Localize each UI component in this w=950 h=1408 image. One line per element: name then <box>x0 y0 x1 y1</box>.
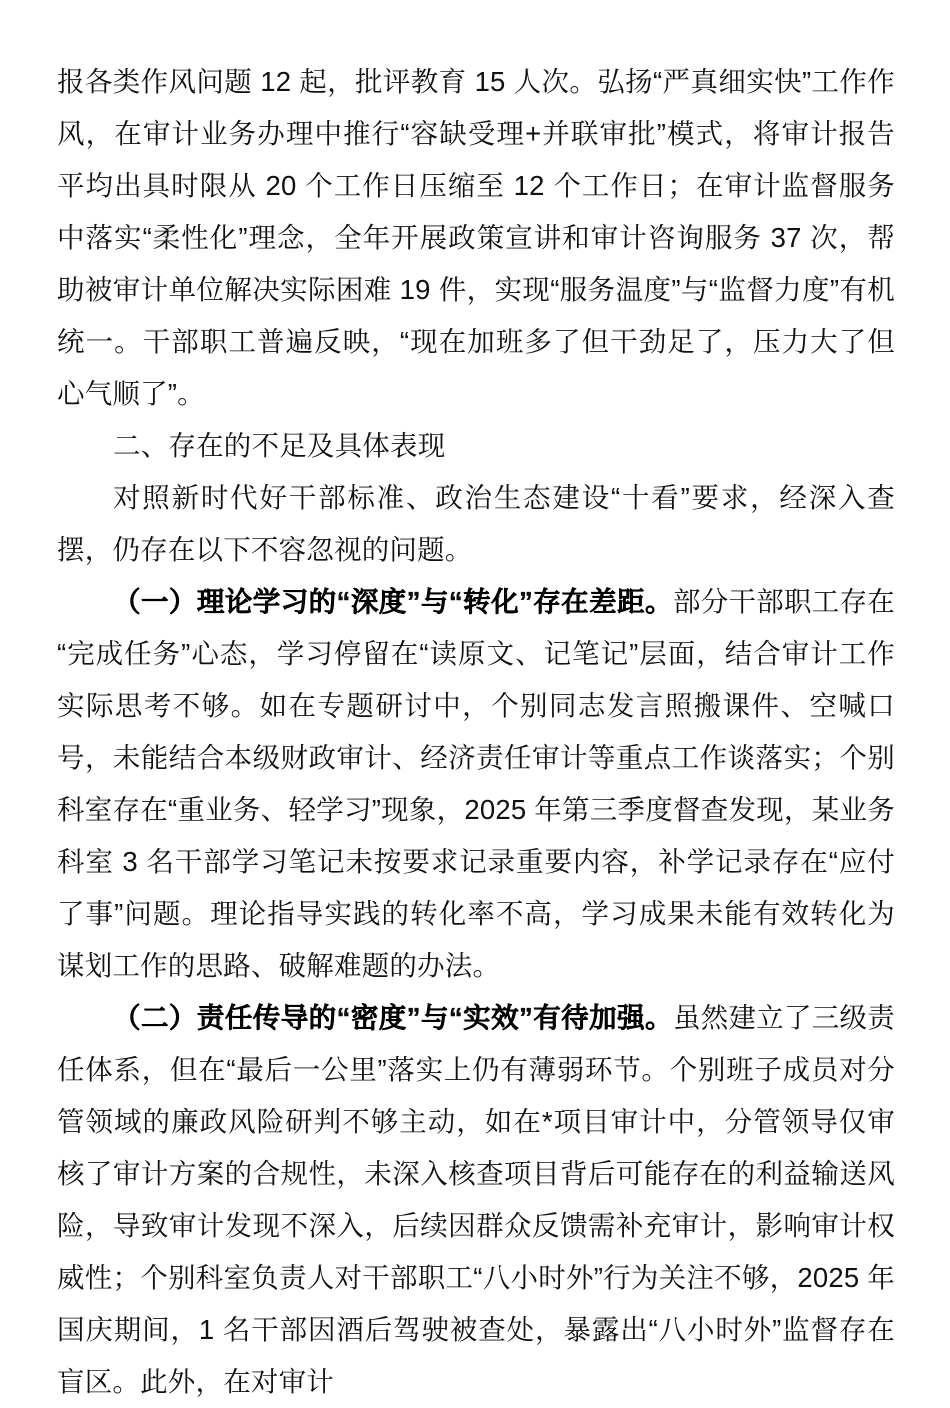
subsection-two-heading: （二）责任传导的“密度”与“实效”有待加强。 <box>113 1002 673 1033</box>
section-heading-two: 二、存在的不足及具体表现 <box>113 430 446 461</box>
paragraph-subsection-one <box>57 576 895 992</box>
subsection-two-text: 虽然建立了三级责任体系，但在“最后一公里”落实上仍有薄弱环节。个别班子成员对分管领域的廉政风险研判不够主动，如在*项目审计中，分管领导仅审核了审计方案的合规性，未深入核查项目背后可能存在的利益输送风险，导致审计发现不深入，后续因群众反馈需补充审计，影响审计权威性；个别科室负责人对干部职工“八小时外”行为关注不够，2025 年国庆期间，1 名干部因酒后驾驶被查处，暴露出“八小时外”监督存在盲区。此外，在对审计 <box>57 1002 895 1397</box>
subsection-one-heading: （一）理论学习的“深度”与“转化”存在差距。 <box>113 586 673 617</box>
document-body <box>57 56 895 1408</box>
paragraph-continuation: 报各类作风问题 12 起，批评教育 15 人次。弘扬“严真细实快”工作作风，在审计业务办理中推行“容缺受理+并联审批”模式，将审计报告平均出具时限从 20 个工作日压缩至 12 个工作日；在审计监督服务中落实“柔性化”理念，全年开展政策宣讲和审计咨询服务 37 次，帮助被审计单位解决实际困难 19 件，实现“服务温度”与“监督力度”有机统一。干部职工普遍反映，“现在加班多了但干劲足了，压力大了但心气顺了”。 <box>57 66 895 409</box>
paragraph-subsection-two <box>57 992 895 1408</box>
paragraph-intro: 对照新时代好干部标准、政治生态建设“十看”要求，经深入查摆，仍存在以下不容忽视的问题。 <box>57 482 895 565</box>
subsection-one-text: 部分干部职工存在“完成任务”心态，学习停留在“读原文、记笔记”层面，结合审计工作实际思考不够。如在专题研讨中，个别同志发言照搬课件、空喊口号，未能结合本级财政审计、经济责任审计等重点工作谈落实；个别科室存在“重业务、轻学习”现象，2025 年第三季度督查发现，某业务科室 3 名干部学习笔记未按要求记录重要内容，补学记录存在“应付了事”问题。理论指导实践的转化率不高，学习成果未能有效转化为谋划工作的思路、破解难题的办法。 <box>57 586 895 981</box>
